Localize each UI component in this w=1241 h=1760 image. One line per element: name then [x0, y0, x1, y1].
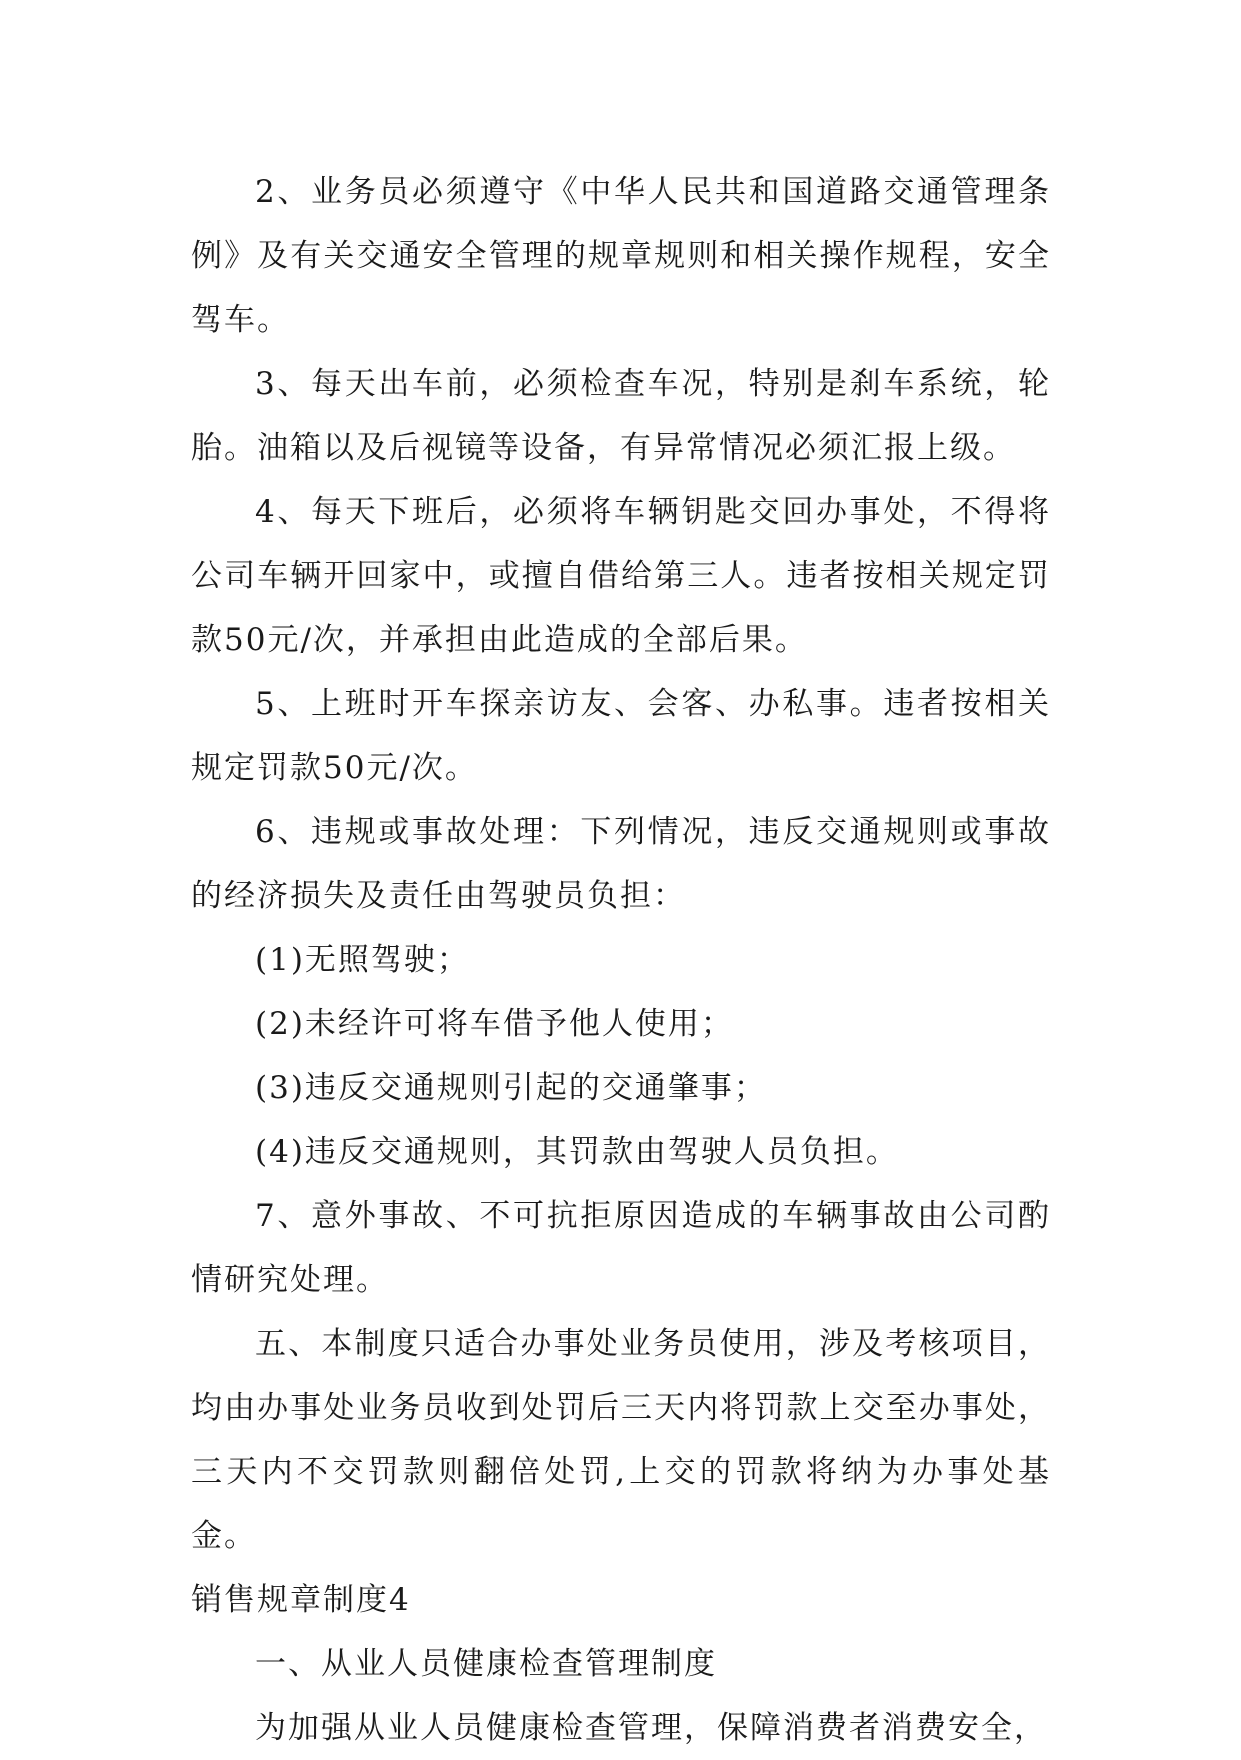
list-item-6-2: (2)未经许可将车借予他人使用； — [255, 1006, 734, 1042]
paragraph-rule-4: 4、每天下班后，必须将车辆钥匙交回办事处，不得将公司车辆开回家中，或擅自借给第三人。违者按相关规定罚款50元/次，并承担由此造成的全部后果。 — [191, 494, 1051, 658]
paragraph-section-5: 五、本制度只适合办事处业务员使用，涉及考核项目，均由办事处业务员收到处罚后三天内将罚款上交至办事处，三天内不交罚款则翻倍处罚,上交的罚款将纳为办事处基金。 — [191, 1326, 1051, 1554]
paragraph-rule-2: 2、业务员必须遵守《中华人民共和国道路交通管理条例》及有关交通安全管理的规章规则和相关操作规程，安全驾车。 — [191, 174, 1051, 338]
section-heading: 销售规章制度4 — [191, 1582, 411, 1618]
paragraph-intro: 为加强从业人员健康检查管理，保障消费者消费安全， — [255, 1710, 1047, 1746]
paragraph-rule-5: 5、上班时开车探亲访友、会客、办私事。违者按相关规定罚款50元/次。 — [191, 686, 1051, 786]
document-page — [191, 160, 1051, 1760]
subsection-title: 一、从业人员健康检查管理制度 — [255, 1646, 717, 1682]
paragraph-rule-6: 6、违规或事故处理：下列情况，违反交通规则或事故的经济损失及责任由驾驶员负担： — [191, 814, 1051, 914]
list-item-6-3: (3)违反交通规则引起的交通肇事； — [255, 1070, 767, 1106]
list-item-6-1: (1)无照驾驶； — [255, 942, 470, 978]
paragraph-rule-3: 3、每天出车前，必须检查车况，特别是刹车系统，轮胎。油箱以及后视镜等设备，有异常情况必须汇报上级。 — [191, 366, 1051, 466]
paragraph-rule-7: 7、意外事故、不可抗拒原因造成的车辆事故由公司酌情研究处理。 — [191, 1198, 1051, 1298]
list-item-6-4: (4)违反交通规则，其罚款由驾驶人员负担。 — [255, 1134, 899, 1170]
